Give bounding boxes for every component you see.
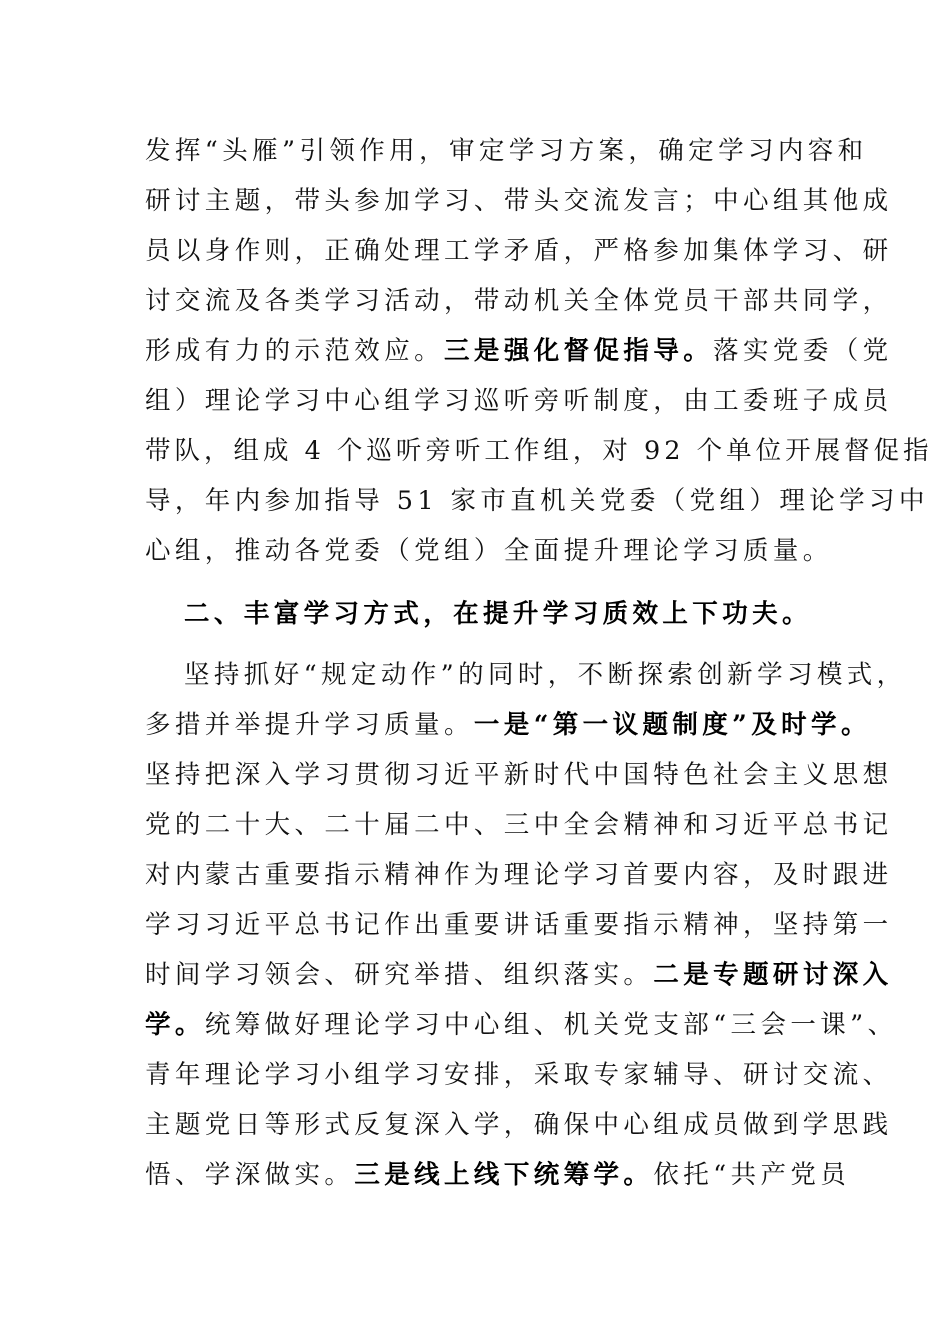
text-segment: 发挥“头雁”引领作用，审定学习方案，确定学习内容和 — [145, 136, 868, 166]
bold-phrase: 三是强化督促指导。 — [444, 336, 714, 366]
text-segment: 组）理论学习中心组学习巡听旁听制度，由工委班子成员 — [145, 386, 893, 416]
text-segment: 学习习近平总书记作出重要讲话重要指示精神，坚持第一 — [145, 910, 893, 940]
text-segment: 统筹做好理论学习中心组、机关党支部“三会一课”、 — [204, 1010, 898, 1040]
text-segment: 对内蒙古重要指示精神作为理论学习首要内容，及时跟进 — [145, 860, 893, 890]
text-segment: 导，年内参加指导 51 家市直机关党委（党组）理论学习中 — [145, 486, 929, 516]
text-line — [145, 526, 833, 576]
text-line — [145, 426, 933, 476]
text-segment: 员以身作则，正确处理工学矛盾，严格参加集体学习、研 — [145, 236, 893, 266]
text-segment: 坚持把深入学习贯彻习近平新时代中国特色社会主义思想 — [145, 760, 893, 790]
text-line — [145, 700, 871, 750]
text-line — [145, 850, 893, 900]
text-segment: 坚持抓好“规定动作”的同时，不断探索创新学习模式， — [184, 660, 907, 690]
text-segment: 心组，推动各党委（党组）全面提升理论学习质量。 — [145, 536, 833, 566]
text-segment: 依托“共产党员 — [653, 1160, 851, 1190]
bold-phrase: 一是“第一议题制度”及时学。 — [473, 710, 871, 740]
text-line — [184, 650, 907, 700]
text-segment: 形成有力的示范效应。 — [145, 336, 445, 366]
text-line — [145, 276, 893, 326]
section-heading — [184, 589, 864, 639]
text-line — [145, 226, 893, 276]
text-line — [145, 476, 929, 526]
text-line — [145, 750, 893, 800]
text-segment: 多措并举提升学习质量。 — [145, 710, 474, 740]
text-line — [145, 1150, 851, 1200]
heading-text: 二、丰富学习方式，在提升学习质效上下功夫。 — [184, 599, 812, 629]
text-line — [145, 1000, 898, 1050]
text-segment: 青年理论学习小组学习安排，采取专家辅导、研讨交流、 — [145, 1060, 893, 1090]
text-line — [145, 176, 893, 226]
text-segment: 时间学习领会、研究举措、组织落实。 — [145, 960, 654, 990]
text-line — [145, 126, 868, 176]
text-segment: 主题党日等形式反复深入学，确保中心组成员做到学思践 — [145, 1110, 893, 1140]
text-segment: 讨交流及各类学习活动，带动机关全体党员干部共同学， — [145, 286, 893, 316]
bold-phrase: 二是专题研讨深入 — [653, 960, 893, 990]
text-segment: 党的二十大、二十届二中、三中全会精神和习近平总书记 — [145, 810, 893, 840]
text-line — [145, 800, 893, 850]
text-segment: 研讨主题，带头参加学习、带头交流发言；中心组其他成 — [145, 186, 893, 216]
text-line — [145, 950, 893, 1000]
text-segment: 悟、学深做实。 — [145, 1160, 355, 1190]
text-line — [145, 1100, 893, 1150]
text-segment: 带队，组成 4 个巡听旁听工作组，对 92 个单位开展督促指 — [145, 436, 933, 466]
text-line — [145, 326, 893, 376]
bold-phrase: 三是线上线下统筹学。 — [354, 1160, 654, 1190]
bold-phrase: 学。 — [145, 1010, 205, 1040]
text-segment: 落实党委（党 — [713, 336, 893, 366]
text-line — [145, 376, 893, 426]
text-line — [145, 1050, 893, 1100]
text-line — [145, 900, 893, 950]
